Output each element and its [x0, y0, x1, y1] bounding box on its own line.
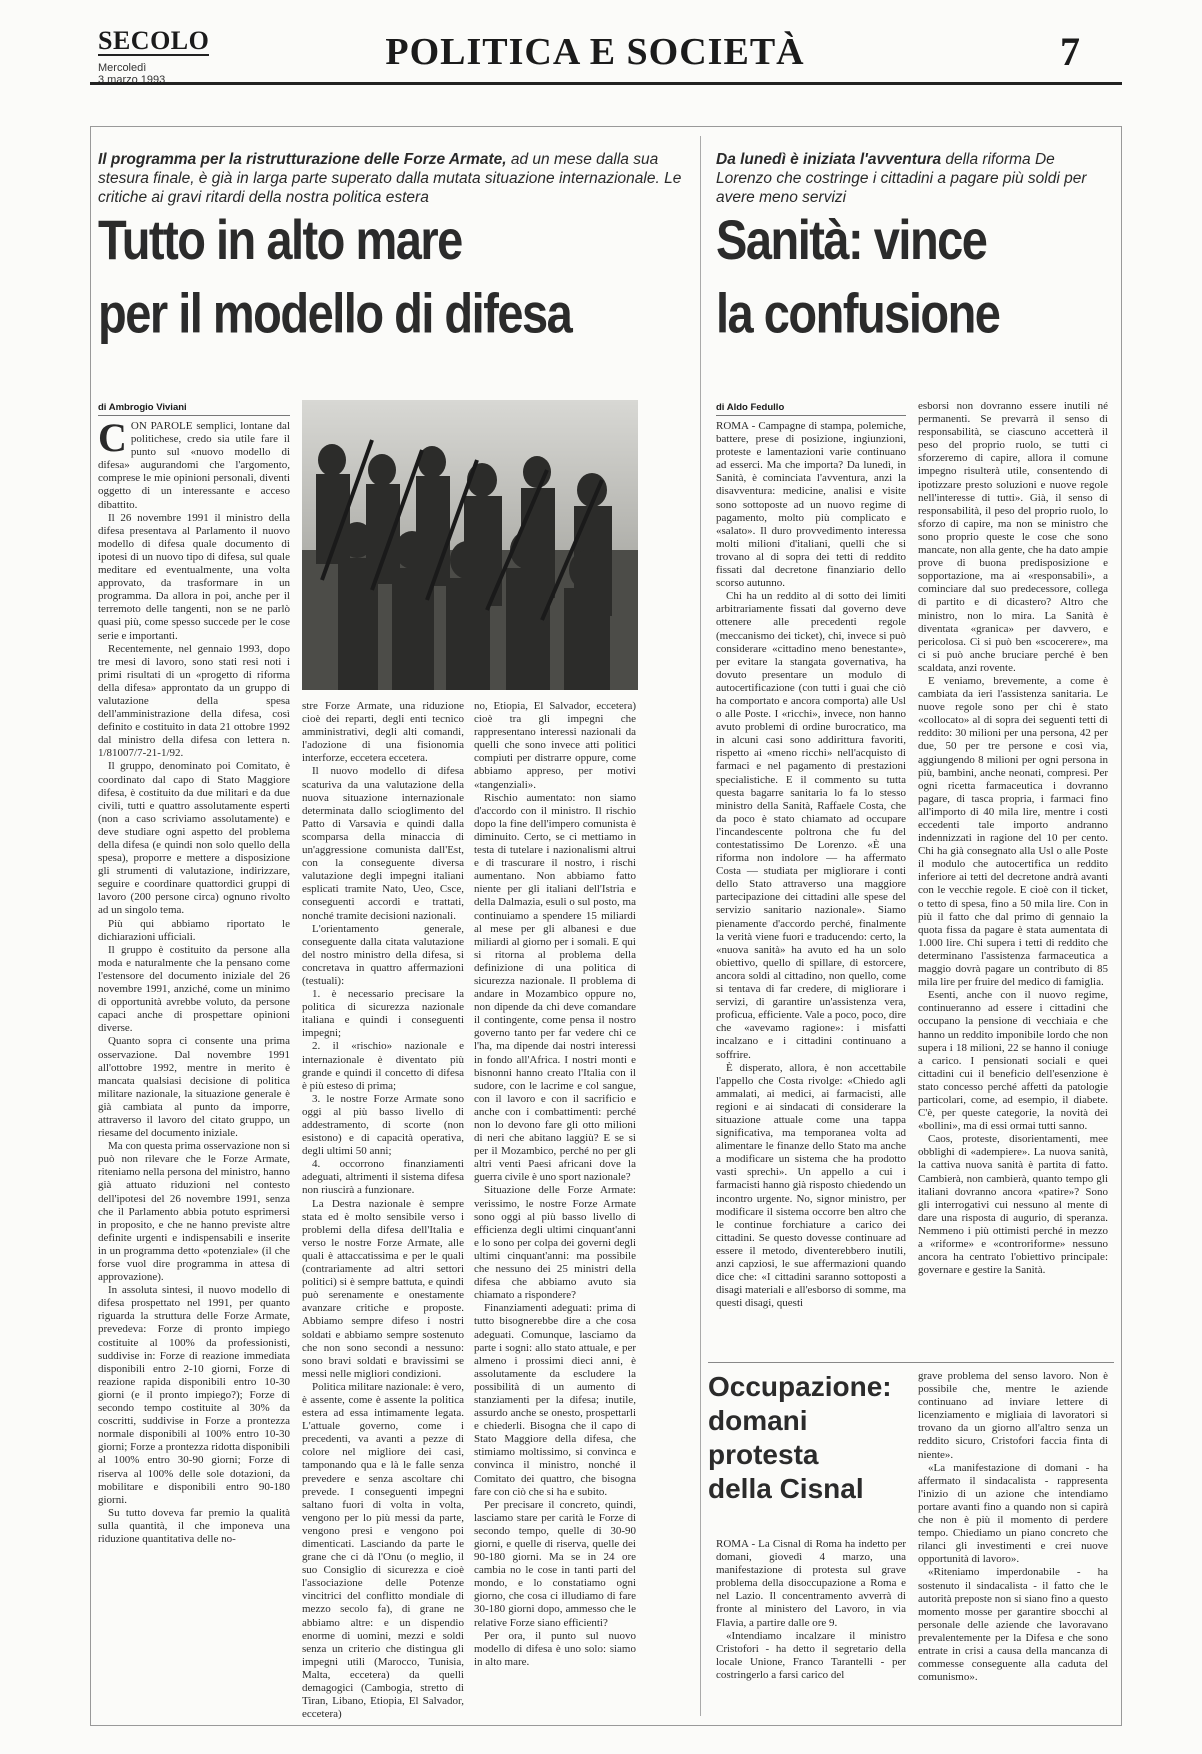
left-byline: di Ambrogio Viviani — [98, 402, 290, 416]
bottom-col2-p1: «La manifestazione di domani - ha affermato il sindacalista - rappresenta l'inizio di un azione che intendiamo portare avanti fino a quando non si capirà che non è più il momento di perdere tempo. Chiediamo un piano concreto che rilanci gli investimenti e crei nuove opportunità di lavoro». — [918, 1461, 1108, 1566]
left-col2-p3: 1. è necessario precisare la politica di sicurezza nazionale italiana e quindi i conseguenti impegni; — [302, 988, 464, 1040]
bottom-article-headline-box — [708, 1370, 892, 1506]
left-col1-p7: Ma con questa prima osservazione non si può non rilevare che le Forze Armate, riteniamo nella persona del ministro, hanno già attuato riduzioni nel contesto dell'ipotesi del 26 novembre 1991, senza che il Parlamento abbia potuto esprimersi in proposito, e che ne hanno previste altre definite urgenti e indispensabili e inserite in un programma detto «potenziale» (il che forse vuol dire programma in attesa di approvazione). — [98, 1140, 290, 1284]
left-headline-line1: Tutto in alto mare — [98, 208, 462, 271]
left-col1-p6: Quanto sopra ci consente una prima osservazione. Dal novembre 1991 all'ottobre 1992, mentre in merito è mancata qualsiasi decisione di politica militare nazionale, la situazione generale è già cambiata al punto da imporre, attraverso il lavoro del citato gruppo, un riesame del documento iniziale. — [98, 1035, 290, 1140]
left-kicker-bold: Il programma per la ristrutturazione delle Forze Armate, — [98, 151, 507, 168]
section-title: POLITICA E SOCIETÀ — [385, 31, 805, 73]
left-col2-p2: L'orientamento generale, conseguente dalla citata valutazione del nostro ministro della difesa, si concretava in quattro affermazioni (testuali): — [302, 922, 464, 987]
left-col2-p5: 3. le nostre Forze Armate sono oggi al più basso livello di addestramento, di scorte (non esistono) e di capacità operativa, degli ultimi 50 anni; — [302, 1092, 464, 1158]
page-number: 7 — [1060, 29, 1080, 74]
right-kicker-bold: Da lunedì è iniziata l'avventura — [716, 151, 942, 168]
right-headline — [716, 208, 1096, 345]
left-col1-p5: Il gruppo è costituito da persone alla moda e naturalmente che la pensano come l'estensore del documento iniziale del 26 novembre 1991, anziché, come un minimo di opportunità avrebbe voluto, da persone capaci anche di prospettare opinioni diverse. — [98, 943, 290, 1035]
left-col-1 — [98, 415, 290, 1710]
right-byline: di Aldo Fedullo — [716, 402, 906, 416]
left-col-3 — [474, 700, 636, 1710]
left-col-2 — [302, 700, 464, 1721]
left-col1-p9: Su tutto doveva far premio la qualità sulla quantità, il che imponeva una riduzione quantitativa delle no- — [98, 1506, 290, 1545]
soldiers-photo-image — [302, 400, 638, 690]
left-col3-p5: Per ora, il punto sul nuovo modello di difesa è uno solo: siamo in alto mare. — [474, 1629, 636, 1668]
right-col2-p3: Caos, proteste, disorientamenti, mee obblighi di «adempiere». La nuova sanità, la cattiva nuova sanità è partita di fatto. Cambierà, non cambierà, quanto tempo gli italiani dovranno ancora «patire»? Sono gli interrogativi cui nessuno al mente di dare una risposta di augurio, di speranza. Nemmeno i più ottimisti perché in mezzo a «riforme» e «controriforme» nessuno ancora ha centrato l'obiettivo principale: governare e gestire la Sanità. — [918, 1133, 1108, 1277]
left-kicker-rest: ad un mese dalla sua stesura finale, è già in larga parte superato dalla mutata situazione internazionale. Le critiche ai gravi ritardi della nostra politica estera — [98, 151, 682, 206]
right-kicker-rest: della riforma De Lorenzo che costringe i cittadini a pagare più soldi per avere meno servizi — [716, 151, 1087, 206]
left-col3-p2: Situazione delle Forze Armate: verissimo, le nostre Forze Armate sono oggi al più basso livello di efficienza degli ultimi cinquant'anni e lo sono per colpa dei governi degli ultimi cinquant'anni: ma possibile che nessuno dei 25 ministri della difesa che abbiamo avuto sia chiamato a rispondere? — [474, 1184, 636, 1302]
left-col3-p0: no, Etiopia, El Salvador, eccetera) cioè tra gli impegni che rappresentano interessi nazionali da quelli che sono invece atti politici compiuti per distrarre oppure, come abbiamo appreso, per motivi «tangenziali». — [474, 700, 636, 791]
left-col2-p4: 2. il «rischio» nazionale e internazionale è diventato più grande e quindi il concetto di difesa è più esteso di prima; — [302, 1040, 464, 1092]
right-col1-p1: Chi ha un reddito al di sotto dei limiti arbitrariamente fissati dal governo deve ottenere alle precedenti regole (meccanismo dei ticket), chi, invece si può considerare «cittadino meno benestante», per evitare la stangata governativa, ha dovuto presentare un modulo di autocertificazione (con tutti i guai che ciò ha comportato e ancora comporta) alle Usl o alle Poste. I «ricchi», invece, non hanno avuto problemi di ordine burocratico, ma in alcuni casi sono addirittura favoriti, rispetto ai «meno ricchi» nell'acquisto di farmaci e nel pagamento di prestazioni specialistiche. E il commento su tutta questa bagarre sanitaria lo fa lo stesso ministro della Sanità, Raffaele Costa, che da poco è stato chiamato ad occupare l'incandescente poltrona che fu del contestatissimo De Lorenzo. «È una riforma non indolore — ha affermato Costa — studiata per migliorare i conti dello Stato attraverso una maggiore partecipazione dei cittadini alle spese del servizio sanitario nazionale». Siamo pienamente d'accordo perché, finalmente la verità viene fuori e traducendo: certo, la «nuova sanità» ha avuto ed ha un solo obiettivo, quello di spillare, di estorcere, ancora soldi al cittadino, non quello, come si tentava di far credere, di migliorare i servizi, di garantire un'assistenza vera, proficua, efficiente. Vale a poco, poco, dire che «avevamo ragione»: i misfatti incalzano e i cittadini continuano a soffrire. — [716, 590, 906, 1061]
left-col1-p3: Il gruppo, denominato poi Comitato, è coordinato dal capo di Stato Maggiore difesa, è costituito da due militari e da due civili, tutti e quattro assolutamente esperti (non a caso scriviamo assolutamente) e deve studiare ogni aspetto del problema della difesa (e quindi non solo quello della spesa), proporre e mettere a disposizione gli strumenti di valutazione, indirizzare, seguire e coordinare quattordici gruppi di lavoro (200 persone circa) ognuno rivolto ad un singolo tema. — [98, 760, 290, 917]
right-kicker — [716, 150, 1096, 207]
masthead-date-text: 3 marzo 1993 — [98, 74, 166, 86]
bottom-col2-p0: grave problema del senso lavoro. Non è possibile che, mentre le aziende continuano ad inviare lettere di licenziamento e migliaia di lavoratori si trovano da un giorno all'altro senza un reddito sicuro, Cristofori faccia finta di niente». — [918, 1370, 1108, 1461]
left-col3-p1: Rischio aumentato: non siamo d'accordo con il ministro. Il rischio dopo la fine dell'impero comunista è diminuito. Certo, se ci mettiamo in testa di tutelare i nazionalismi altrui e di trascurare il nostro, i rischi aumentano. Non abbiamo fatto niente per gli italiani dell'Istria e della Dalmazia, esuli o sul posto, ma continuiamo a spendere 15 miliardi al mese per gli albanesi e due miliardi al giorno per i somali. E qui si ritorna al problema della definizione di una politica di sicurezza nazionale. Il problema di andare in Mozambico oppure no, non dipende da chi deve comandare il contingente, come pensa il nostro governo tanto per far vedere chi ce l'ha, ma dipende dai nostri interessi in fondo all'Africa. I nostri monti e bisnonni hanno creato l'Italia con il sudore, con le lacrime e col sangue, con il lavoro e con il sacrificio e anche con i combattimenti: perché non lo devono fare gli otto milioni di neri che abitano laggiù? E se si per il Mozambico, perché no per gli altri venti Paesi africani dove la guerra civile è uno sport nazionale? — [474, 791, 636, 1184]
bottom-article-rule — [708, 1362, 1114, 1363]
left-col2-p7: La Destra nazionale è sempre stata ed è molto sensibile verso i problemi della difesa dell'Italia e verso le nostre Forze Armate, alle quali è attaccatissima e per le quali (contrariamente ad altri settori politici) si è sempre battuta, e quindi può serenamente e onestamente avanzare critiche e proposte. Abbiamo sempre difeso i nostri soldati e abbiamo sempre sostenuto che non sono secondi a nessuno: sono bravi soldati e bravissimi se messi nelle migliori condizioni. — [302, 1197, 464, 1380]
right-col2-p1: E veniamo, brevemente, a come è cambiata da ieri l'assistenza sanitaria. Le nuove regole sono per chi è stato «collocato» al di sopra dei seguenti tetti di reddito: 30 milioni per una persona, 42 per due, 50 per tre persone e così via, aggiungendo 8 milioni per ogni persona in più, bambini, anche neonati, compresi. Per ogni ricetta farmaceutica i dovranno pagare, di tasca propria, i farmaci fino all'importo di 40 mila lire, mentre i costi eccedenti tale importo andranno indennizzati in ragione del 10 per cento. Chi ha già consegnato alla Usl o alle Poste il modulo che autocertifica un reddito inferiore ai tetti del decretone andrà avanti con le vecchie regole. E cioè con il ticket, o tetto di spesa, fino a 50 mila lire. Con in più il fatto che dal primo di gennaio la quota fissa da pagare è stata aumentata di 1.000 lire. Chi supera i tetti di reddito che determinano l'assistenza farmaceutica a maggio dovrà pagare un contributo di 85 mila lire per fruire del medico di famiglia. — [918, 674, 1108, 989]
left-col2-p6: 4. occorrono finanziamenti adeguati, altrimenti il sistema difesa non riuscirà a funzionare. — [302, 1158, 464, 1197]
left-headline — [98, 208, 738, 345]
bottom-col1-p0: ROMA - La Cisnal di Roma ha indetto per domani, giovedì 4 marzo, una manifestazione di protesta sul grave problema della disoccupazione a Roma e nel Lazio. Il concentramento avverrà di fronte al ministero del Lavoro, in via Flavia, a partire dalle ore 9. — [716, 1538, 906, 1629]
right-col2-p0: esborsi non dovranno essere inutili né permanenti. Se prevarrà il senso di responsabilità, se ciascuno accetterà il peso del proprio ruolo, se tutti ci sforzeremo di capire, allora il comune impegno risulterà utile, consentendo di ipotizzare presto soluzioni e nuove regole nell'interesse di tutti». Già, il senso di responsabilità, il peso del proprio ruolo, lo sforzo di capire, ma non se ministro che sono proprio queste le cose che sono mancate, non alla gente, che ha dato ampie prove di buona predisposizione e sopportazione, ma ai «responsabili», a cominciare dal suo predecessore, collega di partito e di dicastero? Altro che ministro, non lo mira. La Sanità è diventata «granica» per davvero, e pericolosa. Ci si può ben «scocerere», ma ci si può anche bruciare perché è ben scaldata, anzi rovente. — [918, 400, 1108, 674]
bottom-col2-p2: «Riteniamo imperdonabile - ha sostenuto il sindacalista - il fatto che le autorità preposte non si siano fino a questo momento mosse per garantire sbocchi al personale delle aziende che lavoravano prevalentemente per la Difesa e che sono entrate in crisi a causa della mancanza di commesse conseguente alla caduta del comunismo». — [918, 1566, 1108, 1684]
bottom-col-2 — [918, 1370, 1108, 1710]
masthead-rule — [90, 82, 1122, 85]
dropcap: C — [98, 415, 127, 460]
left-col1-p0: ON PAROLE semplici, lontane dal politichese, credo sia utile fare il punto sul «nuovo modello di difesa» augurandomi che l'argomento, comprese le mie opinioni personali, diventi oggetto di un interessante e acceso dibattito. — [98, 420, 290, 511]
left-col1-p8: In assoluta sintesi, il nuovo modello di difesa prospettato nel 1991, per quanto riguarda la struttura delle Forze Armate, prevedeva: Forze di pronto impiego costituite al 100% da professionisti, suddivise in: Forze di reazione immediata disponibili entro 2-10 giorni, Forze di reazione rapida disponibili entro 10-30 giorni (e il pronto impiego?); Forze di secondo tempo costituite al 30% da coscritti, suddivise in Forze a prontezza normale disponibili al 100% entro 10-30 giorni; Forze a prontezza ridotta disponibili al 100% entro 30-90 giorni; Forze di riserva al 100% delle sole dotazioni, da mobilitare e disponibili entro 90-180 giorni. — [98, 1284, 290, 1506]
left-col1-p1: Il 26 novembre 1991 il ministro della difesa presentava al Parlamento il nuovo modello di difesa quale documento di ipotesi di un nuovo tipo di difesa, sul quale meditare ed eventualmente, una volta approvato, da trasformare in un programma. Da allora in poi, anche per il terremoto delle tangenti, non se ne parlò quasi più, come spesso succede per le cose serie e importanti. — [98, 511, 290, 642]
left-col2-p0: stre Forze Armate, una riduzione cioè dei reparti, degli enti tecnico amministrativi, degli alti comandi, l'adozione di una fisionomia interforze, eccetera eccetera. — [302, 700, 464, 765]
right-headline-line2: la confusione — [716, 281, 1000, 345]
bottom-col1-p1: «Intendiamo incalzare il ministro Cristofori - ha detto il segretario della locale Unione, Franco Tarantelli - per costringerlo a farsi carico del — [716, 1629, 906, 1681]
left-col2-p8: Politica militare nazionale: è vero, è assente, come è assente la politica estera ad essa intimamente legata. L'attuale governo, come i precedenti, va avanti a pezze di colore nel migliore dei casi, tamponando qua e là le falle senza prevedere e senza ascoltare chi prevede. I conseguenti impegni saltano fuori di volta in volta, vengono per lo più messi da parte, vengono presi e vengono poi dimenticati. Lasciando da parte le grane che ci dà l'Onu (o meglio, il suo Consiglio di sicurezza e cioè l'associazione delle Potenze vincitrici del conflitto mondiale di mezzo secolo fa), di grane ne abbiamo altre: e un dispendio enorme di uomini, mezzi e soldi senza un criterio che distingua gli impegni utili (Marocco, Tunisia, Malta, eccetera) da quelli demagogici (Cambogia, stretto di Tiran, Libano, Etiopia, El Salvador, eccetera) — [302, 1380, 464, 1721]
column-divider — [700, 136, 701, 1716]
bottom-col-1 — [716, 1538, 906, 1710]
masthead-day: Mercoledì — [98, 62, 147, 74]
bottom-headline: Occupazione: domani protesta della Cisnal — [708, 1371, 892, 1504]
left-col1-p4: Più qui abbiamo riportato le dichiarazioni ufficiali. — [98, 917, 290, 943]
right-col2-p2: Esenti, anche con il nuovo regime, continueranno ad essere i cittadini che occupano la pensione di vecchiaia e che hanno un reddito imponibile lordo che non supera i 18 milioni, 22 se hanno il coniuge a carico. I pensionati sociali e quei cittadini cui il beneficio dell'esenzione è stato concesso perché affetti da patologie particolari, come, ad esempio, il diabete. C'è, per queste categorie, la novità dei «bollini», ma di essi ormai tutti sanno. — [918, 989, 1108, 1133]
right-col1-p2: È disperato, allora, è non accettabile l'appello che Costa rivolge: «Chiedo agli ammalati, ai medici, ai farmacisti, alle regioni e ai sindacati di considerare la situazione attuale come una tappa significativa, ma temporanea volta ad alimentare le finanze dello Stato ma anche a modificare un sistema che ha prodotto vasti sprechi». Un appello a cui i farmacisti hanno già risposto chiedendo un incontro urgente. No, signor ministro, per modificare il sistema occorre ben altro che le continue forchiature a carico dei cittadini. Se questo dovesse continuare ad essere il metodo, diventerebbero inutili, anzi capziosi, le sue affermazioni quando dice che: «I cittadini saranno sottoposti a disagi materiali e all'esborso di somme, ma questi disagi, questi — [716, 1061, 906, 1310]
masthead-logo: SECOLO — [98, 26, 210, 55]
left-kicker — [98, 150, 688, 207]
left-headline-line2: per il modello di difesa — [98, 281, 572, 345]
soldiers-photo — [302, 400, 638, 690]
right-col-2 — [918, 400, 1108, 1355]
right-col1-p0: ROMA - Campagne di stampa, polemiche, battere, prese di posizione, ingiunzioni, proteste e lamentazioni varie continuano ad esserci. Ma che importa? Da lunedì, in Sanità, è cominciata l'avventura, anzi la disavventura: medicine, analisi e visite sono sottoposte ad un nuovo regime di pagamento, molto più complicato e «salato». Il duro provvedimento interessa molti milioni d'italiani, quelli che si trovano al di sopra dei tetti di reddito fissati dal decretone finanziario dello scorso autunno. — [716, 420, 906, 590]
left-col3-p3: Finanziamenti adeguati: prima di tutto bisognerebbe dire a che cosa adeguati. Comunque, lasciamo da parte i sogni: allo stato attuale, e per almeno i prossimi dieci anni, è assolutamente da escludere la possibilità di un aumento di stanziamenti per la difesa; inutile, assurdo anche se onesto, prospettarli e chiederli. Bisogna che il capo di Stato Maggiore della difesa, che stimiamo moltissimo, si convinca e convinca il ministro, nonché il Comitato dei quattro, che bisogna fare con ciò che si ha e subito. — [474, 1302, 636, 1498]
right-col-1 — [716, 420, 906, 1355]
right-headline-line1: Sanità: vince — [716, 208, 987, 271]
left-col3-p4: Per precisare il concreto, quindi, lasciamo stare per carità le Forze di secondo tempo, quelle di 30-90 giorni, e quelle di riserva, quelle dei 90-180 giorni. Ma se in 24 ore cambia no le cose in tanti parti del mondo, e lo constatiamo ogni giorno, che cosa ci illudiamo di fare 30-180 giorni dopo, ammesso che le relative Forze siano efficienti? — [474, 1498, 636, 1629]
left-col1-p2: Recentemente, nel gennaio 1993, dopo tre mesi di lavoro, sono stati resi noti i primi risultati di un «progetto di riforma della difesa» approntato da un gruppo di valutazione della spesa dell'amministrazione della difesa, così definito e costituito in data 21 ottobre 1992 dal ministro della difesa con lettera n. 1/81007/7-21-1/92. — [98, 642, 290, 760]
left-col2-p1: Il nuovo modello di difesa scaturiva da una valutazione della nuova situazione internazionale determinata dallo scioglimento del Patto di Varsavia e quindi dalla scomparsa della minaccia di un'aggressione comunista dall'Est, con la conseguente diversa valutazione degli impegni italiani esplicati tramite Nato, Ueo, Csce, conseguenti accordi e trattati, nonché tramite decisioni nazionali. — [302, 765, 464, 922]
